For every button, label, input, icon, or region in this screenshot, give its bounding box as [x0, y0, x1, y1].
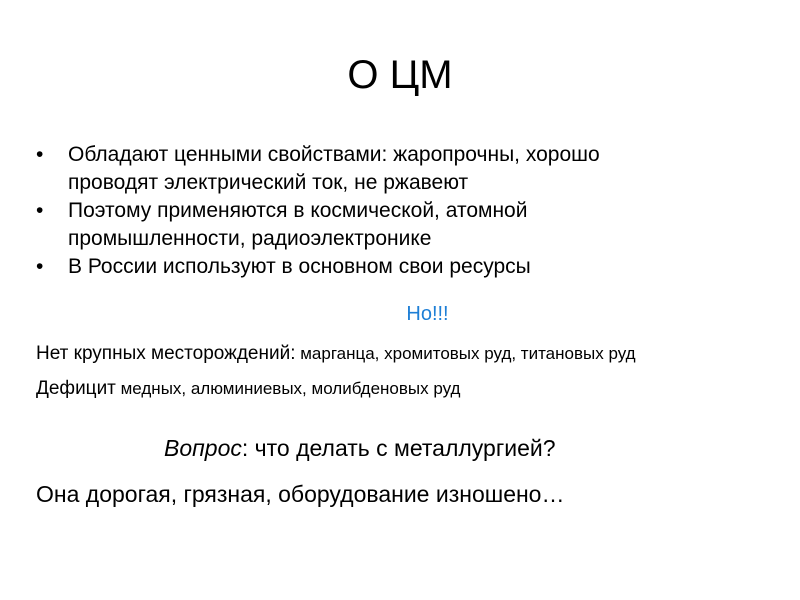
no-deposits-rest: марганца, хромитовых руд, титановых руд [295, 344, 636, 363]
deficit-line [36, 376, 460, 401]
question-rest: : что делать с металлургией? [241, 435, 556, 461]
bullet-marker: • [36, 143, 44, 166]
deficit-rest: медных, алюминиевых, молибденовых руд [115, 379, 461, 398]
deficit-lead: Дефицит [36, 378, 116, 399]
bullet-line: Поэтому применяются в космической, атомной [68, 199, 528, 222]
emphasis-text: Но!!! [406, 303, 449, 325]
bullet-list [36, 141, 766, 281]
question-word: Вопрос [164, 435, 242, 461]
bullet-marker: • [36, 255, 44, 278]
bullet-line: В России используют в основном свои ресурсы [68, 255, 531, 278]
no-deposits-line [36, 341, 800, 366]
bullet-line: промышленности, радиоэлектронике [68, 227, 432, 250]
question-line [164, 433, 556, 463]
bullet-line: Обладают ценными свойствами: жаропрочны, хорошо [68, 143, 600, 166]
bullet-item-applications [36, 197, 766, 253]
no-deposits-lead: Нет крупных месторождений: [36, 343, 296, 364]
bullet-marker: • [36, 199, 44, 222]
bullet-item-properties [36, 141, 766, 197]
bullet-item-resources [36, 253, 766, 281]
slide-title: О ЦМ [347, 53, 453, 97]
closing-line: Она дорогая, грязная, оборудование изношено… [36, 481, 565, 507]
bullet-line: проводят электрический ток, не ржавеют [68, 171, 469, 194]
